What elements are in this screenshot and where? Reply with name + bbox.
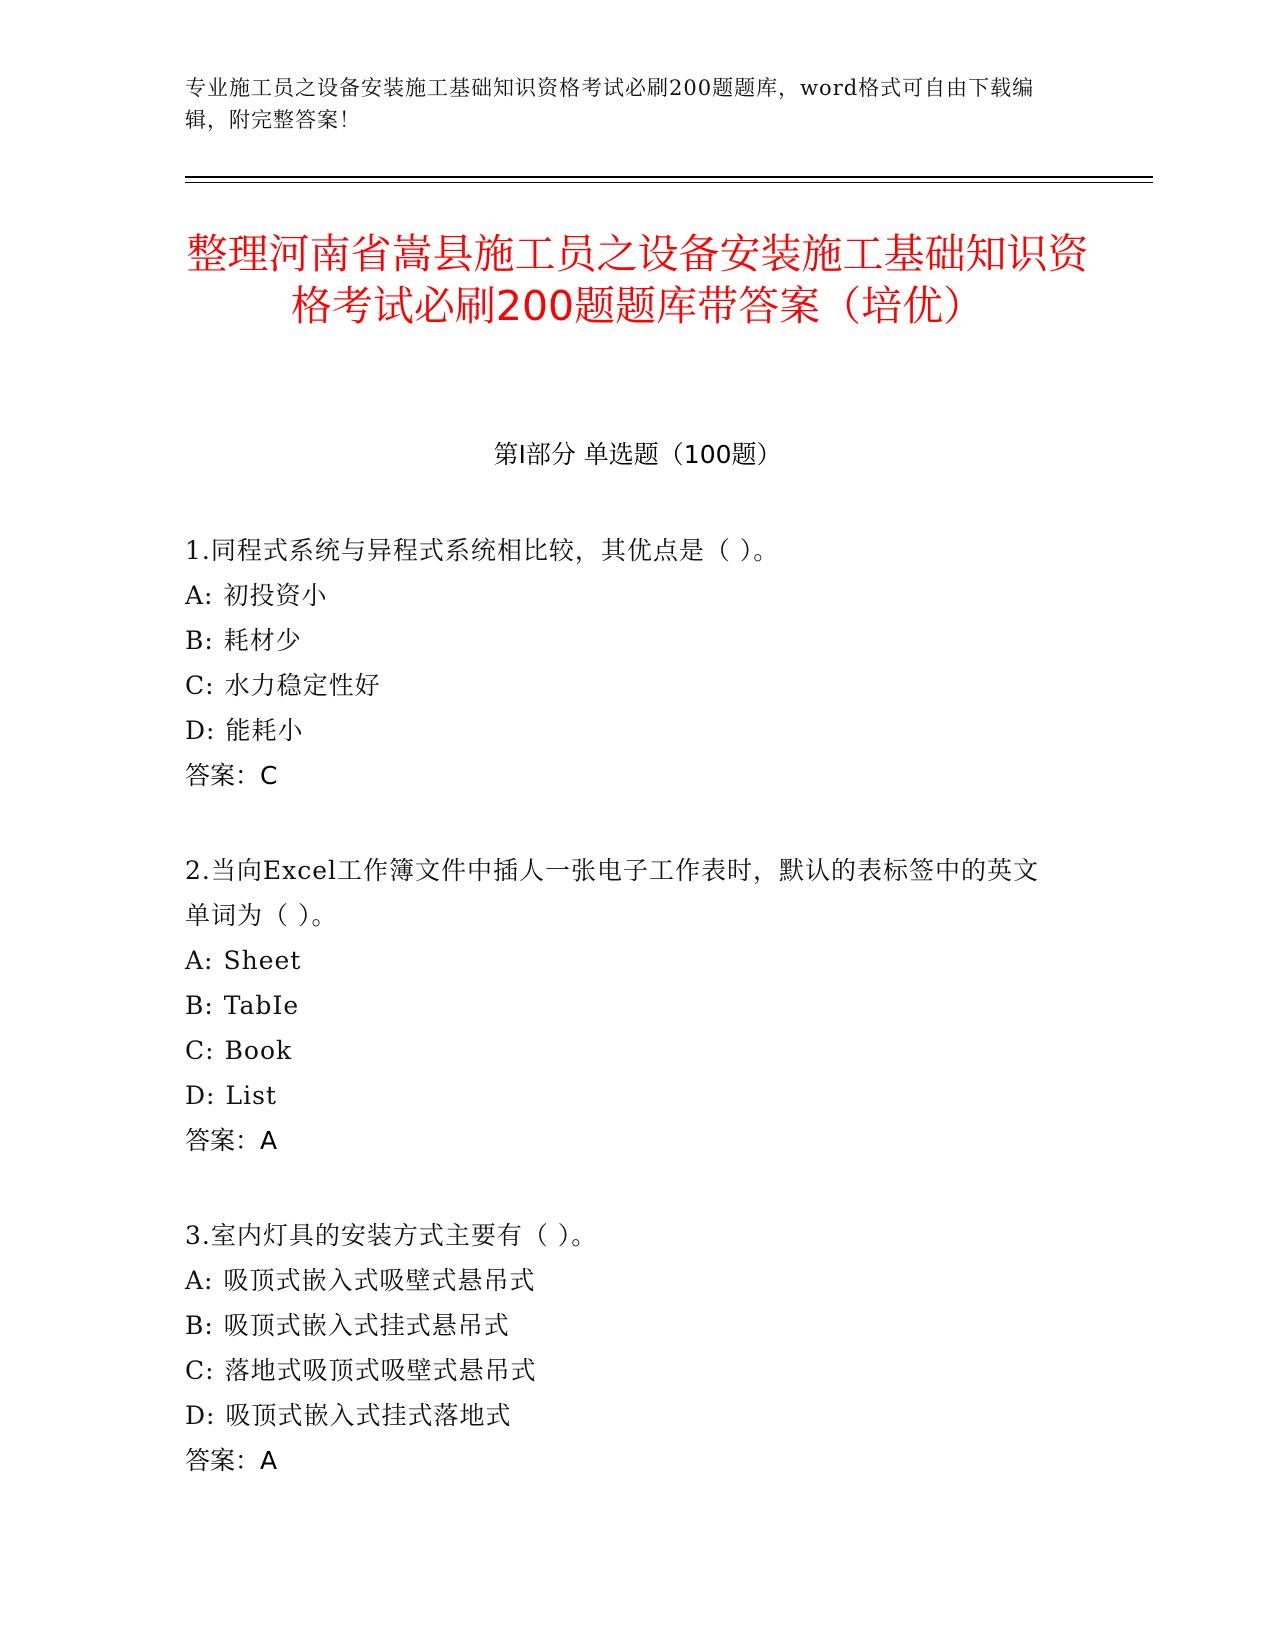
question-2 [185,848,1055,1163]
header-rule-thick [185,176,1153,178]
question-list [185,528,1055,1533]
option-d [185,708,1055,753]
option-value: 耗材少 [223,626,302,655]
option-c [185,1028,1055,1073]
option-key: C: [185,1356,215,1385]
question-1 [185,528,1055,798]
option-key: D: [185,1401,216,1430]
option-value: 吸顶式嵌入式吸壁式悬吊式 [223,1266,536,1295]
option-a [185,573,1055,618]
option-key: A: [185,1266,214,1295]
option-key: B: [185,1311,214,1340]
option-c [185,663,1055,708]
option-b [185,1303,1055,1348]
option-value: Book [224,1036,293,1065]
question-text: 1.同程式系统与异程式系统相比较，其优点是（ ）。 [185,536,780,565]
option-value: Sheet [223,946,302,975]
option-value: 吸顶式嵌入式挂式悬吊式 [223,1311,510,1340]
option-key: D: [185,716,216,745]
option-key: C: [185,1036,215,1065]
header-rule-thin [185,182,1153,183]
answer-line: 答案：A [185,1446,278,1475]
option-value: 初投资小 [223,581,328,610]
answer-line: 答案：C [185,761,278,790]
option-value: 落地式吸顶式吸壁式悬吊式 [224,1356,537,1385]
option-b [185,618,1055,663]
option-value: 水力稳定性好 [224,671,381,700]
option-value: List [225,1081,277,1110]
answer-line: 答案：A [185,1126,278,1155]
header-note: 专业施工员之设备安装施工基础知识资格考试必刷200题题库，word格式可自由下载编辑，附完整答案！ [185,76,1035,132]
option-value: TabIe [223,991,300,1020]
option-value: 吸顶式嵌入式挂式落地式 [225,1401,512,1430]
option-a [185,1258,1055,1303]
option-key: B: [185,626,214,655]
option-key: B: [185,991,214,1020]
option-key: A: [185,946,214,975]
question-3 [185,1213,1055,1483]
document-title: 整理河南省嵩县施工员之设备安装施工基础知识资格考试必刷200题题库带答案（培优） [186,230,1089,330]
option-key: D: [185,1081,216,1110]
option-d [185,1393,1055,1438]
option-a [185,938,1055,983]
option-c [185,1348,1055,1393]
option-key: A: [185,581,214,610]
option-key: C: [185,671,215,700]
option-b [185,983,1055,1028]
option-d [185,1073,1055,1118]
question-text: 2.当向Excel工作簿文件中插人一张电子工作表时，默认的表标签中的英文单词为（ ）。 [185,856,1039,930]
option-value: 能耗小 [225,716,304,745]
section-heading: 第Ⅰ部分 单选题（100题） [493,440,782,469]
question-text: 3.室内灯具的安装方式主要有（ ）。 [185,1221,598,1250]
